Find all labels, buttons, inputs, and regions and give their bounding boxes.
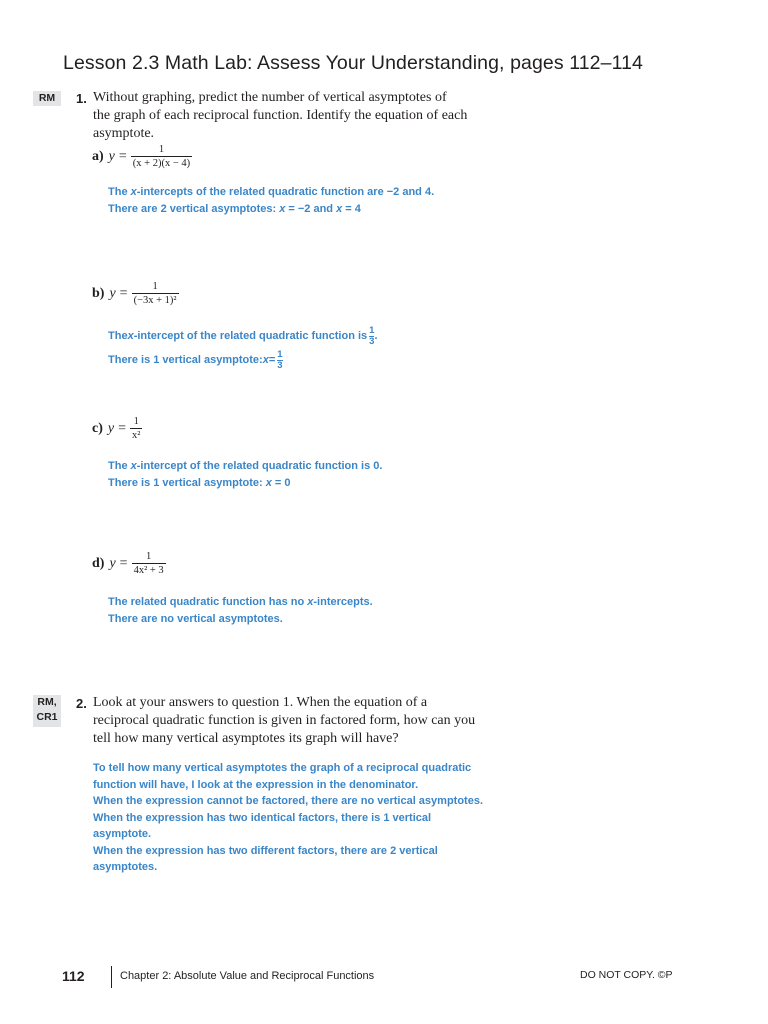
question-text: Look at your answers to question 1. When the equation of a reciprocal quadratic function is given in factored form, how can you tell how many vertical asymptotes its graph will have? bbox=[93, 695, 476, 746]
chapter-title: Chapter 2: Absolute Value and Reciprocal Functions bbox=[120, 970, 375, 982]
question-number: 2. bbox=[76, 696, 87, 711]
fraction: 1 3 bbox=[369, 324, 375, 347]
part-d-answer: The related quadratic function has no x-intercepts. There are no vertical asymptotes. bbox=[108, 596, 373, 625]
part-c-equation: c) y = $\frac{1}{\text{x²}}$ bbox=[92, 416, 141, 441]
part-c-answer: The x-intercept of the related quadratic function is 0. There is 1 vertical asymptote: x = 0 bbox=[108, 460, 383, 489]
fraction: $\frac{1}{\text{x²}}$ bbox=[132, 416, 141, 441]
question-2-answer: To tell how many vertical asymptotes the graph of a reciprocal quadratic function will have, I look at the expression in the denominator. When the expression cannot be factored, there are no vertical asymptotes. When the expression has two identical factors, there is 1 vertical asymptote. When the expression has two different factors, there are 2 vertical asymptotes. bbox=[93, 762, 484, 873]
question-tag: RM, CR1 bbox=[33, 695, 61, 727]
page-title: Lesson 2.3 Math Lab: Assess Your Understanding, pages 112–114 bbox=[63, 52, 643, 74]
question-text: Without graphing, predict the number of vertical asymptotes of the graph of each reciprocal function. Identify the equation of each asymptote. bbox=[93, 90, 468, 141]
part-d-equation: d) y = $\frac{1}{\text{4x² + 3}}$ bbox=[92, 551, 164, 576]
question-tag: RM bbox=[33, 91, 61, 106]
fraction: $\frac{1}{3}$ bbox=[277, 348, 283, 371]
fraction: $\frac{1}{\text{4x² + 3}}$ bbox=[133, 551, 164, 576]
page-number: 112 bbox=[62, 968, 85, 984]
part-b-answer: The x -intercept of the related quadratic function is 1 3 . There is 1 vertical asymptote: x = $\frac{1}{3}$ bbox=[108, 324, 378, 371]
part-a-answer: The x-intercepts of the related quadratic function are −2 and 4. There are 2 vertical asymptotes: x = −2 and x = 4 bbox=[108, 186, 435, 215]
part-a-equation: a) y = $\frac{1}{(x + 2)(x - 4)}$ bbox=[92, 144, 191, 169]
question-number: 1. bbox=[76, 91, 87, 106]
footer-divider bbox=[111, 966, 112, 988]
fraction: $\frac{1}{\text{(−3x + 1)²}}$ bbox=[133, 281, 177, 306]
copyright-notice: DO NOT COPY. ©P bbox=[580, 969, 673, 981]
part-b-equation: b) y = $\frac{1}{\text{(−3x + 1)²}}$ bbox=[92, 281, 177, 306]
fraction: $\frac{1}{(x + 2)(x - 4)}$ bbox=[132, 144, 191, 169]
